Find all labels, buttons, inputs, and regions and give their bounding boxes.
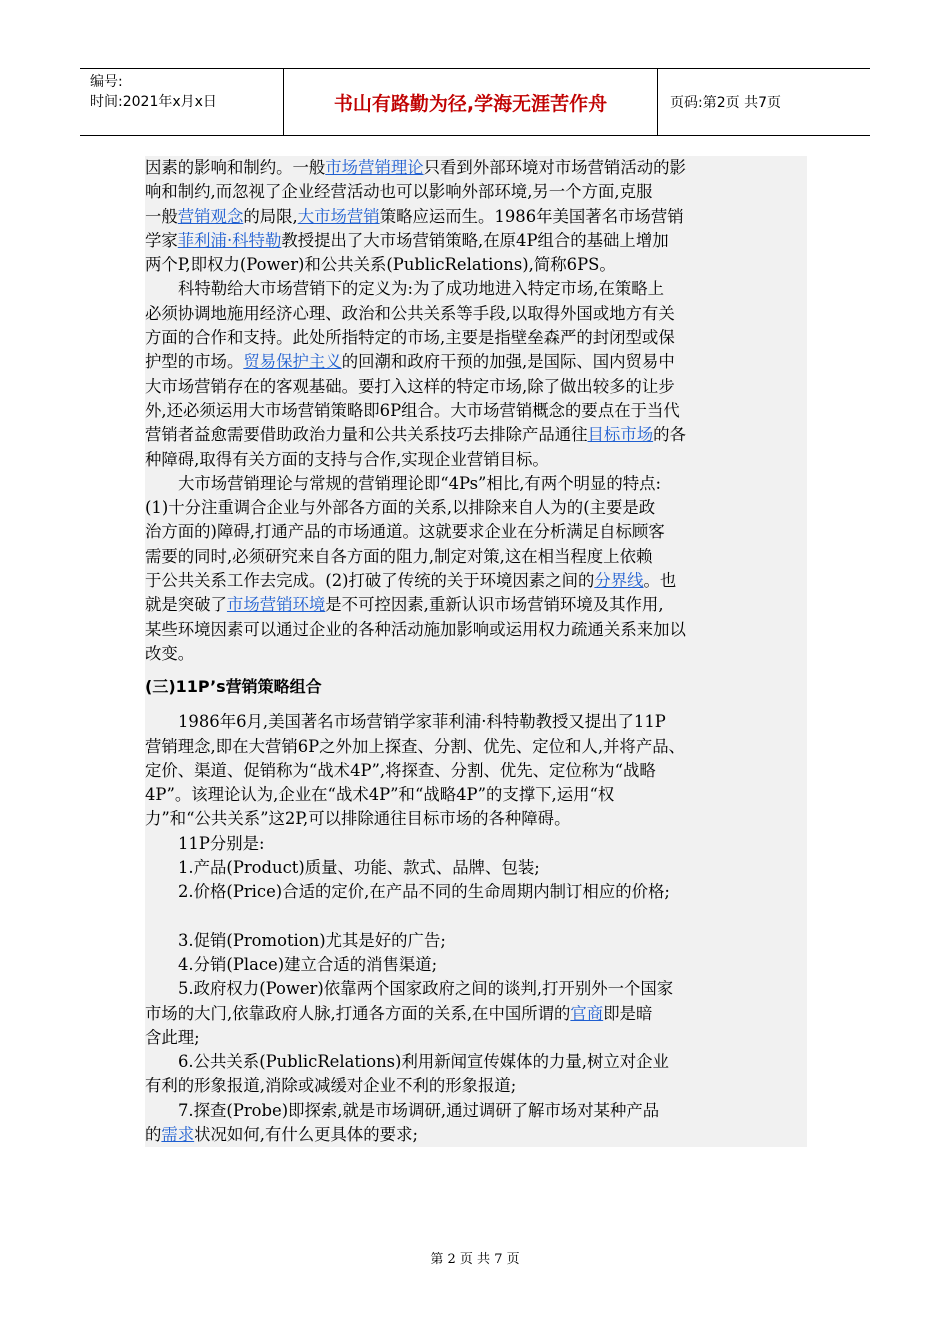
text-line: 营销者益愈需要借助政治力量和公共关系技巧去排除产品通往目标市场的各 (145, 425, 686, 445)
list-intro: 11P分别是: (178, 833, 265, 853)
header-motto: 书山有路勤为径,学海无涯苦作舟 (284, 69, 658, 135)
header-meta (80, 69, 284, 135)
page-header (80, 68, 870, 136)
text-line: 含此理; (145, 1027, 200, 1047)
text-line: 4P”。该理论认为,企业在“战术4P”和“战略4P”的支撑下,运用“权 (145, 785, 615, 805)
text-line: 有利的形象报道,消除或减缓对企业不利的形象报道; (145, 1076, 517, 1096)
link-marketing-concept[interactable]: 营销观念 (177, 206, 244, 226)
text-line: (1)十分注重调合企业与外部各方面的关系,以排除来自人为的(主要是政 (145, 498, 656, 518)
link-official-merchant[interactable]: 官商 (570, 1003, 604, 1023)
section-heading: (三)11P’s营销策略组合 (145, 677, 322, 697)
time-label: 时间:2021年x月x日 (90, 94, 217, 110)
link-demand[interactable]: 需求 (161, 1124, 195, 1144)
text-line: 一般营销观念的局限,大市场营销策略应运而生。1986年美国著名市场营销 (145, 206, 684, 226)
document-body (145, 156, 807, 1147)
text-line: 力”和“公共关系”这2P,可以排除通往目标市场的各种障碍。 (145, 809, 571, 829)
text-line: 大市场营销存在的客观基础。要打入这样的特定市场,除了做出较多的让步 (145, 376, 675, 396)
link-trade-protectionism[interactable]: 贸易保护主义 (243, 352, 342, 372)
blank-line (145, 905, 807, 929)
link-marketing-environment[interactable]: 市场营销环境 (226, 595, 326, 615)
list-item: 3.促销(Promotion)尤其是好的广告; (178, 930, 446, 950)
text-line: 护型的市场。贸易保护主义的回潮和政府干预的加强,是国际、国内贸易中 (145, 352, 675, 372)
text-line: 于公共关系工作去完成。(2)打破了传统的关于环境因素之间的分界线。也 (145, 571, 677, 591)
text-line: 外,还必须运用大市场营销策略即6P组合。大市场营销概念的要点在于当代 (145, 400, 680, 420)
text-line: 某些环境因素可以通过企业的各种活动施加影响或运用权力疏通关系来加以 (145, 619, 686, 639)
text-line: 营销理念,即在大营销6P之外加上探查、分割、优先、定位和人,并将产品、 (145, 736, 685, 756)
link-marketing-theory[interactable]: 市场营销理论 (325, 158, 424, 177)
list-item: 1.产品(Product)质量、功能、款式、品牌、包装; (178, 858, 540, 878)
header-page-label: 页码:第2页 共7页 (670, 95, 781, 111)
link-target-market[interactable]: 目标市场 (587, 425, 654, 445)
text-line: 市场的大门,依靠政府人脉,打通各方面的关系,在中国所谓的官商即是暗 (145, 1003, 653, 1023)
text-line: 就是突破了市场营销环境是不可控因素,重新认识市场营销环境及其作用, (145, 595, 664, 615)
list-item: 6.公共关系(PublicRelations)利用新闻宣传媒体的力量,树立对企业 (178, 1052, 669, 1072)
text-line: 改变。 (145, 643, 195, 663)
link-boundary-line[interactable]: 分界线 (594, 571, 644, 591)
list-item: 7.探查(Probe)即探索,就是市场调研,通过调研了解市场对某种产品 (178, 1100, 660, 1120)
text-line: 学家菲利浦·科特勒教授提出了大市场营销策略,在原4P组合的基础上增加 (145, 230, 669, 250)
list-item: 4.分销(Place)建立合适的消售渠道; (178, 954, 438, 974)
text-line: 治方面的)障碍,打通产品的市场通道。这就要求企业在分析满足自标顾客 (145, 522, 665, 542)
link-philip-kotler[interactable]: 菲利浦·科特勒 (177, 230, 282, 250)
text-line: 因素的影响和制约。一般市场营销理论只看到外部环境对市场营销活动的影 (145, 158, 686, 177)
number-label: 编号: (90, 74, 123, 90)
text-line: 响和制约,而忽视了企业经营活动也可以影响外部环境,另一个方面,克服 (145, 182, 653, 202)
text-line: 科特勒给大市场营销下的定义为:为了成功地进入特定市场,在策略上 (178, 279, 665, 299)
list-item: 5.政府权力(Power)依靠两个国家政府之间的谈判,打开别外一个国家 (178, 979, 674, 999)
page-footer: 第 2 页 共 7 页 (430, 1252, 520, 1267)
text-line: 需要的同时,必须研究来自各方面的阻力,制定对策,这在相当程度上依赖 (145, 546, 653, 566)
text-line: 方面的合作和支持。此处所指特定的市场,主要是指壁垒森严的封闭型或保 (145, 328, 675, 348)
text-line: 大市场营销理论与常规的营销理论即“4Ps”相比,有两个明显的特点: (178, 473, 662, 493)
text-line: 定价、渠道、促销称为“战术4P”,将探查、分割、优先、定位称为“战略 (145, 760, 656, 780)
text-line: 1986年6月,美国著名市场营销学家菲利浦·科特勒教授又提出了11P (178, 712, 666, 732)
text-line: 种障碍,取得有关方面的支持与合作,实现企业营销目标。 (145, 449, 549, 469)
text-line: 的需求状况如何,有什么更具体的要求; (145, 1124, 418, 1144)
text-line: 两个P,即权力(Power)和公共关系(PublicRelations),简称6PS。 (145, 255, 616, 275)
text-line: 必须协调地施用经济心理、政治和公共关系等手段,以取得外国或地方有关 (145, 303, 675, 323)
list-item: 2.价格(Price)合适的定价,在产品不同的生命周期内制订相应的价格; (178, 882, 670, 902)
link-mega-marketing[interactable]: 大市场营销 (297, 206, 380, 226)
